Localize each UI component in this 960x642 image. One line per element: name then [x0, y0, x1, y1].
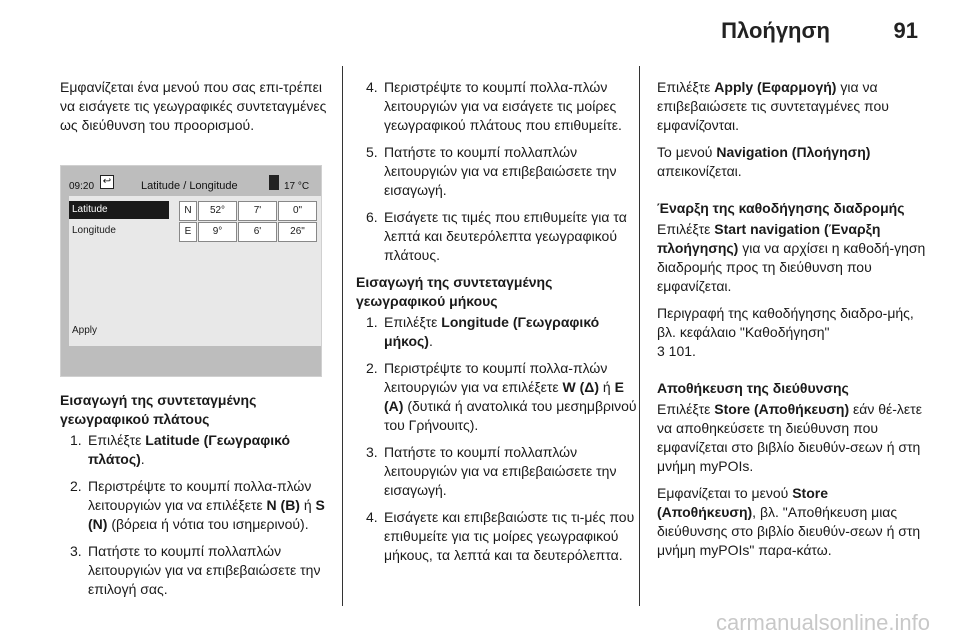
screen-menu-item-longitude: Longitude	[72, 225, 116, 236]
coord-label: E	[179, 222, 197, 242]
phone-icon	[269, 175, 279, 190]
coordinate-row	[179, 201, 319, 221]
column-3	[657, 78, 929, 568]
column-2	[356, 78, 644, 573]
page-title: Πλοήγηση	[721, 18, 830, 43]
section-heading-latitude: Εισαγωγή της συντεταγμένης γεωγραφικού πλάτους	[60, 392, 257, 427]
device-screen-illustration	[60, 165, 322, 377]
latitude-steps-continued	[356, 78, 644, 265]
coordinate-row	[179, 222, 319, 242]
list-item: 2. Περιστρέψτε το κουμπί πολλα-πλών λειτουργιών για να επιλέξετε N (Β) ή S (Ν) (βόρεια ή νότια του ισημερινού).	[70, 478, 325, 532]
coord-label: N	[179, 201, 197, 221]
screen-content	[69, 196, 321, 346]
screen-temperature: 17 °C	[284, 181, 310, 192]
coordinate-grid	[179, 201, 319, 243]
coord-seconds: 0"	[278, 201, 317, 221]
paragraph: Περιγραφή της καθοδήγησης διαδρο-μής, βλ. κεφάλαιο "Καθοδήγηση" 3 101.	[657, 305, 914, 359]
paragraph: Εμφανίζεται το μενού Store (Αποθήκευση), βλ. "Αποθήκευση μιας διεύθυνσης στο βιβλίο διευθύν-σεων ή στη μνήμη myPOIs" παρα-κάτω.	[657, 485, 921, 558]
section-heading-start-guidance: Έναρξη της καθοδήγησης διαδρομής	[657, 200, 905, 216]
page-header	[0, 0, 960, 62]
screen-time: 09:20	[69, 181, 95, 192]
page-reference: 3 101.	[657, 343, 696, 359]
list-item: 1. Επιλέξτε Longitude (Γεωγραφικό μήκος).	[366, 314, 600, 349]
page-number: 91	[893, 18, 918, 43]
list-item: 6. Εισάγετε τις τιμές που επιθυμείτε για τα λεπτά και δευτερόλεπτα γεωγραφικού πλάτους.	[366, 209, 627, 263]
list-item: 5. Πατήστε το κουμπί πολλαπλών λειτουργιών για να επιβεβαιώσετε την εισαγωγή.	[366, 144, 617, 198]
column-divider	[342, 66, 343, 606]
back-arrow-icon: ↩	[100, 175, 114, 189]
coord-seconds: 26"	[278, 222, 317, 242]
screen-title: Latitude / Longitude	[141, 180, 238, 192]
column-1	[60, 78, 332, 607]
coord-degrees: 9°	[198, 222, 237, 242]
paragraph: Το μενού Navigation (Πλοήγηση) απεικονίζεται.	[657, 144, 871, 179]
section-heading-store-address: Αποθήκευση της διεύθυνσης	[657, 380, 849, 396]
list-item: 4. Περιστρέψτε το κουμπί πολλα-πλών λειτουργιών για να εισάγετε τις μοίρες γεωγραφικού πλάτους που επιθυμείτε.	[366, 79, 622, 133]
paragraph: Επιλέξτε Apply (Εφαρμογή) για να επιβεβαιώσετε τις συντεταγμένες που εμφανίζονται.	[657, 79, 889, 133]
watermark: carmanualsonline.info	[715, 610, 930, 635]
screen-menu-item-latitude: Latitude	[69, 201, 169, 219]
list-item: 3. Πατήστε το κουμπί πολλαπλών λειτουργιών για να επιβεβαιώσετε την επιλογή σας.	[70, 543, 321, 597]
coord-minutes: 6'	[238, 222, 277, 242]
screen-apply: Apply	[72, 325, 98, 336]
paragraph: Επιλέξτε Store (Αποθήκευση) εάν θέ-λετε να αποθηκεύσετε τη διεύθυνση που εμφανίζεται στο βιβλίο διευθύν-σεων ή στη μνήμη myPOIs.	[657, 401, 922, 474]
intro-text: Εμφανίζεται ένα μενού που σας επι-τρέπει να εισάγετε τις γεωγραφικές συντεταγμένες ως διεύθυνση του προορισμού.	[60, 79, 327, 133]
latitude-steps	[60, 431, 332, 599]
list-item: 2. Περιστρέψτε το κουμπί πολλα-πλών λειτουργιών για να επιλέξετε W (Δ) ή E (A) (δυτικά ή ανατολικά του μεσημβρινού του Γρήνουιτς).	[366, 360, 637, 433]
list-item: 4. Εισάγετε και επιβεβαιώστε τις τι-μές που επιθυμείτε για τις μοίρες γεωγραφικού μήκους, τα λεπτά και τα δευτερόλεπτα.	[366, 509, 635, 563]
screen-top-bar	[69, 174, 321, 194]
list-item: 3. Πατήστε το κουμπί πολλαπλών λειτουργιών για να επιβεβαιώσετε την εισαγωγή.	[366, 444, 617, 498]
section-heading-longitude: Εισαγωγή της συντεταγμένης γεωγραφικού μήκους	[356, 274, 553, 309]
longitude-steps	[356, 313, 644, 565]
coord-degrees: 52°	[198, 201, 237, 221]
paragraph: Επιλέξτε Start navigation (Έναρξη πλοήγησης) για να αρχίσει η καθοδή-γηση διαδρομής προς τη διεύθυνση που εμφανίζεται.	[657, 221, 926, 294]
list-item: 1. Επιλέξτε Latitude (Γεωγραφικό πλάτος).	[70, 432, 291, 467]
coord-minutes: 7'	[238, 201, 277, 221]
